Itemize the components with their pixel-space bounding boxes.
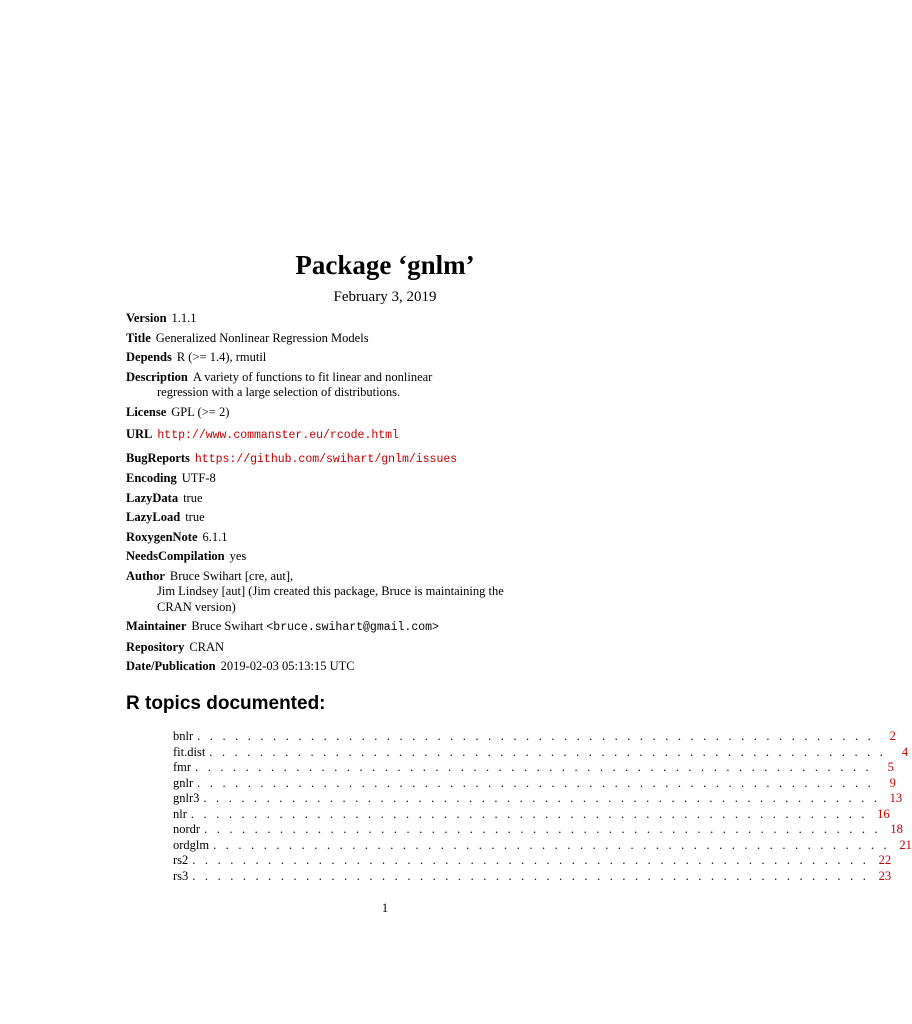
toc-entry-name[interactable]: rs3 bbox=[173, 868, 189, 883]
field-value: Generalized Nonlinear Regression Models bbox=[155, 330, 369, 345]
table-of-contents bbox=[173, 729, 912, 884]
field-key: Description bbox=[126, 369, 188, 384]
toc-entry[interactable] bbox=[173, 760, 894, 776]
toc-entry[interactable] bbox=[173, 868, 892, 885]
field-value: true bbox=[185, 510, 205, 524]
field-value: UTF-8 bbox=[181, 471, 216, 485]
toc-leader-dots: . . . . . . . . . . . . . . . . . . . . . . . . . . . . . . . . . . . . . . . . . . . . . . . . . . . . . . bbox=[192, 853, 870, 867]
toc-page-link[interactable]: 9 bbox=[889, 775, 896, 790]
toc-entry[interactable] bbox=[173, 837, 912, 854]
field-lazydata bbox=[126, 491, 646, 507]
toc-entry[interactable] bbox=[173, 853, 892, 869]
toc-entry-name[interactable]: fit.dist bbox=[173, 744, 206, 759]
field-key: License bbox=[126, 404, 167, 419]
field-description bbox=[126, 370, 646, 401]
toc-entry[interactable] bbox=[173, 791, 903, 807]
page-title: Package ‘gnlm’ bbox=[295, 250, 475, 280]
toc-leader-dots: . . . . . . . . . . . . . . . . . . . . . . . . . . . . . . . . . . . . . . . . . . . . . . . . . . . . . . bbox=[203, 791, 881, 805]
maintainer-email: <bruce.swihart@gmail.com> bbox=[266, 621, 439, 634]
field-value: 6.1.1 bbox=[202, 529, 228, 544]
toc-leader-dots: . . . . . . . . . . . . . . . . . . . . . . . . . . . . . . . . . . . . . . . . . . . . . . . . . . . . . . bbox=[197, 729, 874, 743]
field-key: BugReports bbox=[126, 450, 190, 465]
field-roxygennote bbox=[126, 530, 646, 546]
field-version bbox=[126, 311, 646, 327]
field-key: Encoding bbox=[126, 471, 177, 485]
field-value: 2019-02-03 05:13:15 UTC bbox=[220, 659, 355, 673]
toc-page-link[interactable]: 13 bbox=[889, 791, 903, 805]
field-key: RoxygenNote bbox=[126, 529, 198, 544]
field-value-continued: regression with a large selection of distributions. bbox=[157, 385, 401, 399]
field-value: true bbox=[183, 490, 203, 505]
toc-leader-dots: . . . . . . . . . . . . . . . . . . . . . . . . . . . . . . . . . . . . . . . . . . . . . . . . . . . . . . bbox=[204, 822, 881, 836]
field-lazyload bbox=[126, 510, 646, 526]
field-maintainer bbox=[126, 619, 646, 636]
toc-leader-dots: . . . . . . . . . . . . . . . . . . . . . . . . . . . . . . . . . . . . . . . . . . . . . . . . . . . . . . bbox=[195, 760, 872, 774]
toc-heading: R topics documented: bbox=[126, 693, 326, 714]
toc-page-link[interactable]: 4 bbox=[901, 744, 909, 759]
toc-entry[interactable] bbox=[173, 822, 903, 838]
field-key: Repository bbox=[126, 639, 185, 654]
toc-page-link[interactable]: 21 bbox=[899, 837, 912, 852]
toc-entry-name[interactable]: nordr bbox=[173, 822, 201, 836]
toc-entry-name[interactable]: rs2 bbox=[173, 853, 189, 867]
toc-leader-dots: . . . . . . . . . . . . . . . . . . . . . . . . . . . . . . . . . . . . . . . . . . . . . . . . . . . . . . bbox=[190, 806, 868, 821]
toc-leader-dots: . . . . . . . . . . . . . . . . . . . . . . . . . . . . . . . . . . . . . . . . . . . . . . . . . . . . . . bbox=[197, 775, 874, 790]
field-repository bbox=[126, 640, 646, 656]
toc-entry[interactable] bbox=[173, 775, 896, 792]
toc-entry[interactable] bbox=[173, 744, 909, 761]
toc-leader-dots: . . . . . . . . . . . . . . . . . . . . . . . . . . . . . . . . . . . . . . . . . . . . . . . . . . . . . . bbox=[213, 837, 890, 852]
toc-page-link[interactable]: 18 bbox=[890, 822, 903, 836]
field-value: R (>= 1.4), rmutil bbox=[176, 350, 267, 364]
field-key: Title bbox=[126, 330, 151, 345]
bugreports-link[interactable]: https://github.com/swihart/gnlm/issues bbox=[194, 452, 458, 466]
field-value: CRAN bbox=[189, 639, 225, 654]
field-key: Maintainer bbox=[126, 619, 187, 633]
field-value: A variety of functions to fit linear and nonlinear bbox=[192, 369, 433, 384]
field-value-continued: Jim Lindsey [aut] (Jim created this package, Bruce is maintaining the bbox=[157, 584, 504, 598]
field-key: NeedsCompilation bbox=[126, 549, 225, 563]
package-metadata bbox=[126, 311, 646, 679]
toc-page-link[interactable]: 5 bbox=[887, 760, 894, 774]
field-value: 1.1.1 bbox=[171, 311, 197, 325]
toc-entry-name[interactable]: nlr bbox=[173, 806, 187, 821]
toc-leader-dots: . . . . . . . . . . . . . . . . . . . . . . . . . . . . . . . . . . . . . . . . . . . . . . . . . . . . . . bbox=[192, 868, 870, 883]
toc-leader-dots: . . . . . . . . . . . . . . . . . . . . . . . . . . . . . . . . . . . . . . . . . . . . . . . . . . . . . . bbox=[209, 744, 887, 759]
toc-page-link[interactable]: 2 bbox=[889, 729, 896, 743]
field-key: Version bbox=[126, 311, 167, 325]
page-number: 1 bbox=[381, 901, 389, 915]
field-key: Depends bbox=[126, 350, 172, 364]
field-title bbox=[126, 331, 646, 347]
field-needscompilation bbox=[126, 549, 646, 565]
field-key: URL bbox=[126, 427, 153, 441]
toc-entry-name[interactable]: bnlr bbox=[173, 729, 194, 743]
toc-page-link[interactable]: 16 bbox=[877, 806, 890, 821]
toc-entry-name[interactable]: gnlr bbox=[173, 775, 194, 790]
toc-entry-name[interactable]: gnlr3 bbox=[173, 791, 200, 805]
maintainer-name: Bruce Swihart bbox=[191, 619, 264, 633]
field-key: LazyData bbox=[126, 490, 179, 505]
toc-page-link[interactable]: 22 bbox=[878, 853, 892, 867]
url-link[interactable]: http://www.commanster.eu/rcode.html bbox=[157, 429, 399, 442]
toc-entry-name[interactable]: ordglm bbox=[173, 837, 210, 852]
field-value: Bruce Swihart [cre, aut], bbox=[169, 568, 294, 583]
toc-page-link[interactable]: 23 bbox=[878, 868, 892, 883]
field-bugreports bbox=[126, 451, 646, 468]
field-author bbox=[126, 569, 646, 616]
field-depends bbox=[126, 350, 646, 366]
field-value: yes bbox=[229, 549, 247, 563]
field-key: LazyLoad bbox=[126, 510, 181, 524]
field-key: Author bbox=[126, 568, 165, 583]
field-value: GPL (>= 2) bbox=[171, 404, 230, 419]
field-url bbox=[126, 427, 646, 444]
toc-entry-name[interactable]: fmr bbox=[173, 760, 192, 774]
field-datepublication bbox=[126, 659, 646, 675]
toc-entry[interactable] bbox=[173, 806, 890, 823]
field-value-continued: CRAN version) bbox=[157, 599, 236, 614]
field-key: Date/Publication bbox=[126, 659, 216, 673]
field-license bbox=[126, 405, 646, 421]
page-date: February 3, 2019 bbox=[333, 289, 437, 305]
field-encoding bbox=[126, 471, 646, 487]
toc-entry[interactable] bbox=[173, 729, 896, 745]
